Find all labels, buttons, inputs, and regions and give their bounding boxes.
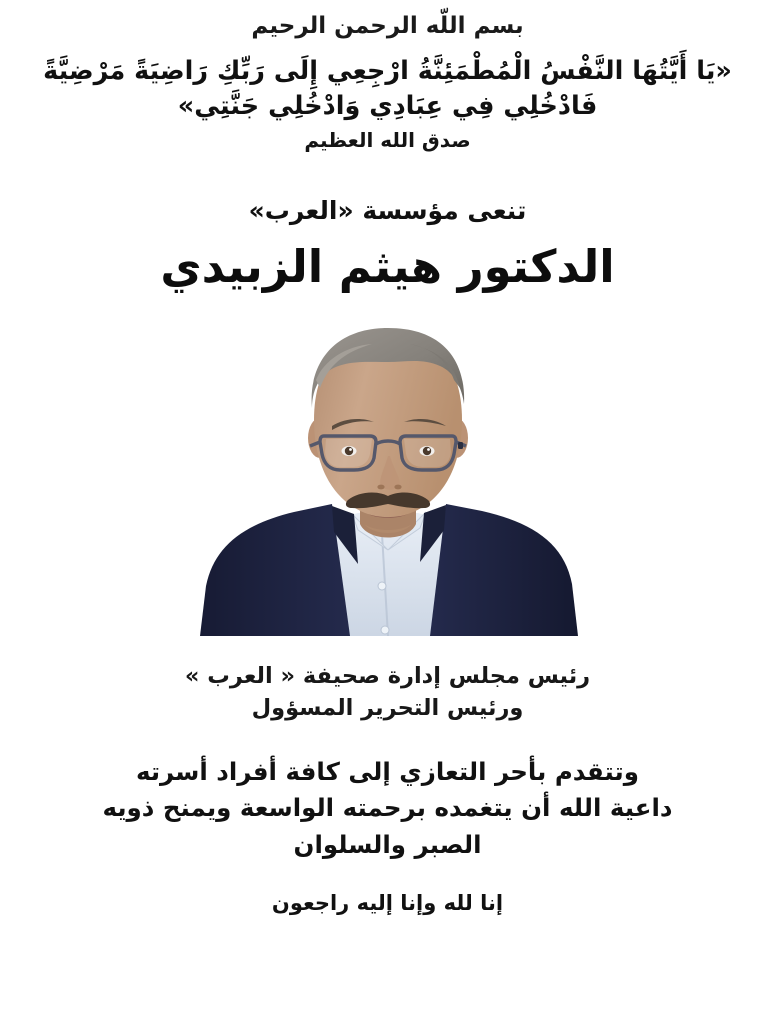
quran-verse	[38, 54, 738, 124]
mourning-organization-line: تنعى مؤسسة «العرب»	[248, 196, 527, 226]
quran-attribution: صدق الله العظيم	[304, 128, 471, 153]
quran-verse-line-1: «يَا أَيَّتُهَا النَّفْسُ الْمُطْمَئِنَّةُ ارْجِعِي إِلَى رَبِّكِ رَاضِيَةً مَرْضِيَّةً	[43, 55, 732, 86]
portrait-photo	[182, 318, 594, 636]
quran-verse-line-2: فَادْخُلِي فِي عِبَادِي وَادْخُلِي جَنَّتِي»	[177, 90, 598, 121]
condolence-line-3: الصبر والسلوان	[293, 830, 482, 859]
deceased-name: الدكتور هيثم الزبيدي	[160, 240, 615, 294]
title-line-2: ورئيس التحرير المسؤول	[251, 694, 524, 721]
condolence-message	[78, 754, 698, 864]
deceased-titles	[185, 661, 590, 725]
condolence-line-1: وتتقدم بأحر التعازي إلى كافة أفراد أسرته	[135, 756, 639, 786]
title-line-1: رئيس مجلس إدارة صحيفة « العرب »	[184, 662, 591, 689]
basmala-text: بسم اللّه الرحمن الرحيم	[251, 13, 524, 39]
portrait-illustration	[182, 318, 594, 636]
closing-prayer: إنا لله وإنا إليه راجعون	[271, 890, 504, 915]
condolence-line-2: داعية الله أن يتغمده برحمته الواسعة ويمنح ذويه	[102, 793, 673, 823]
